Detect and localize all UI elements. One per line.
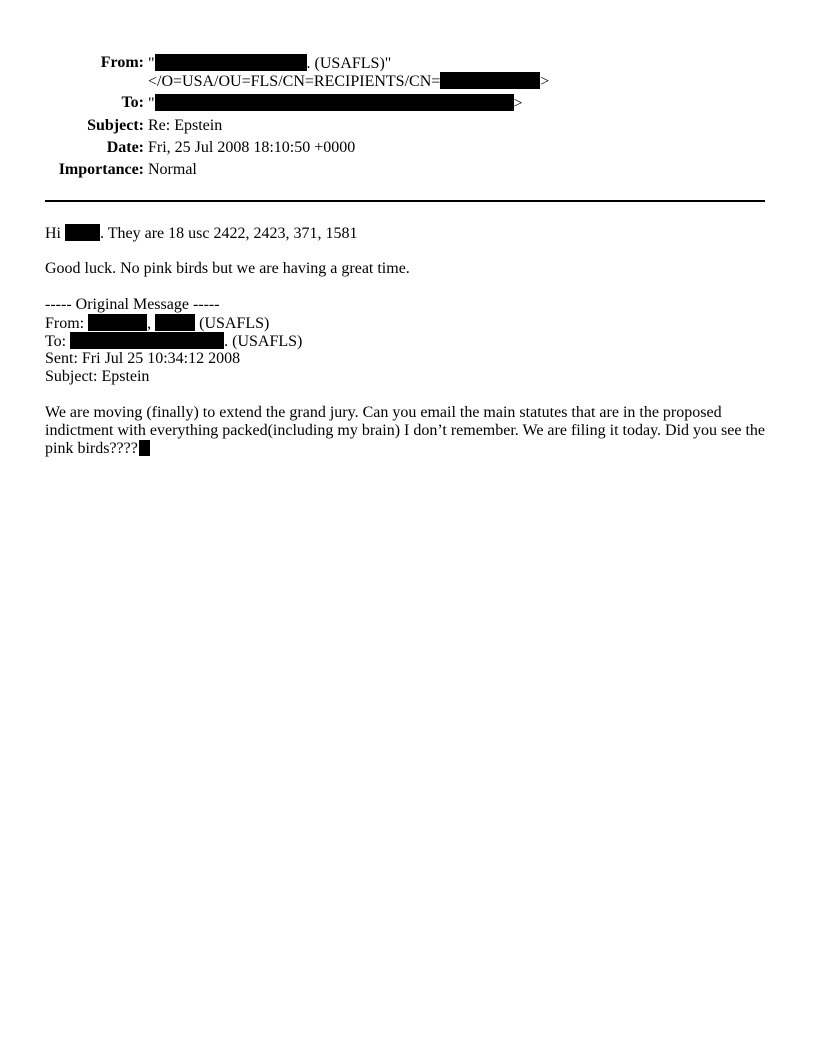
subject-value: Re: Epstein [148,117,223,134]
from-label: From: [100,54,144,71]
redaction-bar [139,440,150,456]
importance-value: Normal [148,161,197,178]
redaction-bar [440,72,540,89]
orig-subject-line: Subject: Epstein [45,368,150,385]
orig-to-line: To: . (USAFLS) [45,333,303,350]
date-label: Date: [106,139,144,156]
subject-row [0,117,816,135]
orig-sent-line: Sent: Fri Jul 25 10:34:12 2008 [45,350,241,367]
redaction-bar [155,54,307,71]
redaction-bar [155,94,514,111]
orig-from-line: From: , (USAFLS) [45,315,270,332]
importance-label: Importance: [58,161,144,178]
subject-label: Subject: [87,117,144,134]
header-divider [45,200,765,202]
to-row [0,94,816,112]
reply-line: Good luck. No pink birds but we are having a great time. [45,260,410,277]
date-value: Fri, 25 Jul 2008 18:10:50 +0000 [148,139,356,156]
greeting-line: Hi . They are 18 usc 2422, 2423, 371, 1581 [45,225,358,242]
from-value: " . (USAFLS)" [148,55,392,72]
redaction-bar [155,314,195,331]
from-address: </O=USA/OU=FLS/CN=RECIPIENTS/CN= > [148,73,550,90]
importance-row [0,161,816,179]
to-value: " > [148,95,523,112]
original-message-body: We are moving (finally) to extend the grand jury. Can you email the main statutes that are in the proposed indictment with everything packed(including my brain) I don’t remember. We are filing it today. Did you see the pink birds???? [45,404,765,457]
date-row [0,139,816,157]
original-message-marker: ----- Original Message ----- [45,296,220,313]
redaction-bar [88,314,147,331]
from-row [0,54,816,72]
from-row-continued [0,72,816,90]
redaction-bar [65,224,100,241]
to-label: To: [121,94,144,111]
redaction-bar [70,332,224,349]
